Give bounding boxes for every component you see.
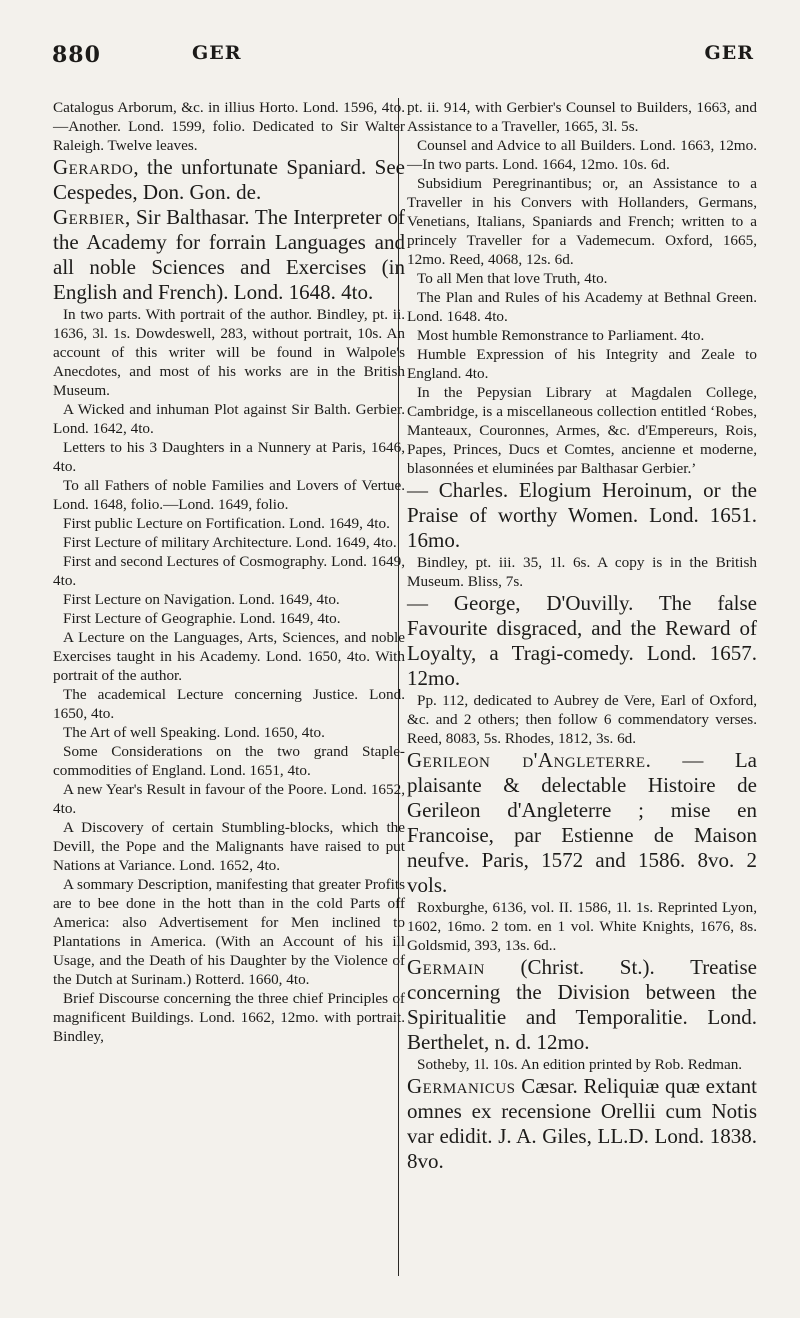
entry-note: First Lecture of Geographie. Lond. 1649, 4to.	[63, 610, 341, 627]
entry-name: Gerileon d'Angleterre	[407, 748, 646, 772]
entry-note: The academical Lecture concerning Justice. Lond. 1650, 4to.	[53, 686, 405, 722]
entry-note: First Lecture of military Architecture. Lond. 1649, 4to.	[63, 534, 397, 551]
entry-heading	[407, 1074, 757, 1174]
entry-note: To all Fathers of noble Families and Lovers of Vertue. Lond. 1648, folio.—Lond. 1649, folio.	[53, 477, 405, 513]
entry-note: Subsidium Peregrinantibus; or, an Assistance to a Traveller in his Convers with Hollanders, Germans, Venetians, Italians, Spaniards and French; written to a princely Traveller for a Vademecum. Oxford, 1665, 12mo. Reed, 4068, 12s. 6d.	[407, 175, 757, 268]
left-column	[53, 98, 405, 1046]
entry-title: , the unfortunate Spaniard. See Cespedes, Don. Gon. de.	[53, 155, 405, 204]
entry-heading	[407, 955, 757, 1055]
running-header	[52, 42, 754, 78]
entry-note: First Lecture on Navigation. Lond. 1649, 4to.	[63, 591, 340, 608]
entry-heading	[53, 155, 405, 205]
entry-note: Pp. 112, dedicated to Aubrey de Vere, Earl of Oxford, &c. and 2 others; then follow 6 commendatory verses. Reed, 8083, 5s. Rhodes, 1812, 3s. 6d.	[407, 692, 757, 747]
entry-note: The Plan and Rules of his Academy at Bethnal Green. Lond. 1648. 4to.	[407, 289, 757, 325]
entry-note: A Lecture on the Languages, Arts, Sciences, and noble Exercises taught in his Academy. Lond. 1650, 4to. With portrait of the author.	[53, 629, 405, 684]
entry-heading	[407, 478, 757, 553]
entry-note: Roxburghe, 6136, vol. II. 1586, 1l. 1s. Reprinted Lyon, 1602, 16mo. 2 tom. en 1 vol. White Knights, 1676, 8s. Goldsmid, 393, 13s. 6d..	[407, 899, 757, 954]
entry-note: In the Pepysian Library at Magdalen College, Cambridge, is a miscellaneous collection entitled ‘Robes, Manteaux, Couronnes, Armes, &c. d'Empereurs, Rois, Papes, Princes, Ducs et Comtes, ancienne et moderne, blasonnées et eluminées par Balthasar Gerbier.’	[407, 384, 757, 477]
entry-name: Gerbier	[53, 205, 126, 229]
entry-note: Some Considerations on the two grand Staple-commodities of England. Lond. 1651, 4to.	[53, 743, 405, 779]
entry-note: In two parts. With portrait of the author. Bindley, pt. ii. 1636, 3l. 1s. Dowdeswell, 283, without portrait, 10s. An account of this writer will be found in Walpole's Anecdotes, and most of his works are in the British Museum.	[53, 306, 405, 399]
page-number: 880	[52, 42, 101, 68]
entry-note: Letters to his 3 Daughters in a Nunnery at Paris, 1646, 4to.	[53, 439, 405, 475]
entry-title: . — La plaisante & delectable Histoire de Gerileon d'Angleterre ; mise en Francoise, par Estienne de Maison neufve. Paris, 1572 and 1586. 8vo. 2 vols.	[407, 748, 757, 897]
entry-title: Cæsar. Reliquiæ quæ extant omnes ex recensione Orellii cum Notis var edidit. J. A. Giles, LL.D. Lond. 1838. 8vo.	[407, 1074, 757, 1173]
entry-note: To all Men that love Truth, 4to.	[417, 270, 608, 287]
entry-note: Catalogus Arborum, &c. in illius Horto. Lond. 1596, 4to.—Another. Lond. 1599, folio. Dedicated to Sir Walter Raleigh. Twelve leaves.	[53, 99, 405, 154]
entry-name: Germanicus	[407, 1074, 516, 1098]
entry-note: A Discovery of certain Stumbling-blocks, which the Devill, the Pope and the Malignants have raised to put Nations at Variance. Lond. 1652, 4to.	[53, 819, 405, 874]
entry-note: Counsel and Advice to all Builders. Lond. 1663, 12mo.—In two parts. Lond. 1664, 12mo. 10s. 6d.	[407, 137, 757, 173]
entry-name: Germain	[407, 955, 485, 979]
entry-title: — Charles. Elogium Heroinum, or the Praise of worthy Women. Lond. 1651. 16mo.	[407, 478, 757, 552]
entry-title: (Christ. St.). Treatise concerning the Division between the Spiritualitie and Temporalitie. Lond. Berthelet, n. d. 12mo.	[407, 955, 757, 1054]
entry-note: pt. ii. 914, with Gerbier's Counsel to Builders, 1663, and Assistance to a Traveller, 1665, 3l. 5s.	[407, 99, 757, 135]
header-right-word: GER	[704, 42, 754, 64]
entry-heading	[53, 205, 405, 305]
entry-note: First and second Lectures of Cosmography. Lond. 1649, 4to.	[53, 553, 405, 589]
entry-note: Bindley, pt. iii. 35, 1l. 6s. A copy is in the British Museum. Bliss, 7s.	[407, 554, 757, 590]
entry-heading	[407, 748, 757, 898]
entry-note: First public Lecture on Fortification. Lond. 1649, 4to.	[63, 515, 390, 532]
entry-note: Sotheby, 1l. 10s. An edition printed by Rob. Redman.	[417, 1056, 743, 1073]
entry-title: — George, D'Ouvilly. The false Favourite disgraced, and the Reward of Loyalty, a Tragi-comedy. Lond. 1657. 12mo.	[407, 591, 757, 690]
entry-note: The Art of well Speaking. Lond. 1650, 4to.	[63, 724, 325, 741]
right-column	[407, 98, 757, 1174]
entry-note: A Wicked and inhuman Plot against Sir Balth. Gerbier. Lond. 1642, 4to.	[53, 401, 405, 437]
entry-note: Brief Discourse concerning the three chief Principles of magnificent Buildings. Lond. 1662, 12mo. with portrait. Bindley,	[53, 990, 405, 1045]
entry-note: A new Year's Result in favour of the Poore. Lond. 1652, 4to.	[53, 781, 405, 817]
header-left-word: GER	[192, 42, 242, 64]
entry-note: A sommary Description, manifesting that greater Profits are to bee done in the hott than in the cold Parts off America: also Advertisement for Men inclined to Plantations in America. (With an Account of his ill Usage, and the Death of his Daughter by the Violence of the Dutch at Surinam.) Rotterd. 1660, 4to.	[53, 876, 405, 988]
entry-note: Humble Expression of his Integrity and Zeale to England. 4to.	[407, 346, 757, 382]
entry-heading	[407, 591, 757, 691]
entry-title: , Sir Balthasar. The Interpreter of the Academy for forrain Languages and all noble Sciences and Exercises (in English and French). Lond. 1648. 4to.	[53, 205, 405, 304]
entry-note: Most humble Remonstrance to Parliament. 4to.	[417, 327, 705, 344]
entry-name: Gerardo	[53, 155, 134, 179]
